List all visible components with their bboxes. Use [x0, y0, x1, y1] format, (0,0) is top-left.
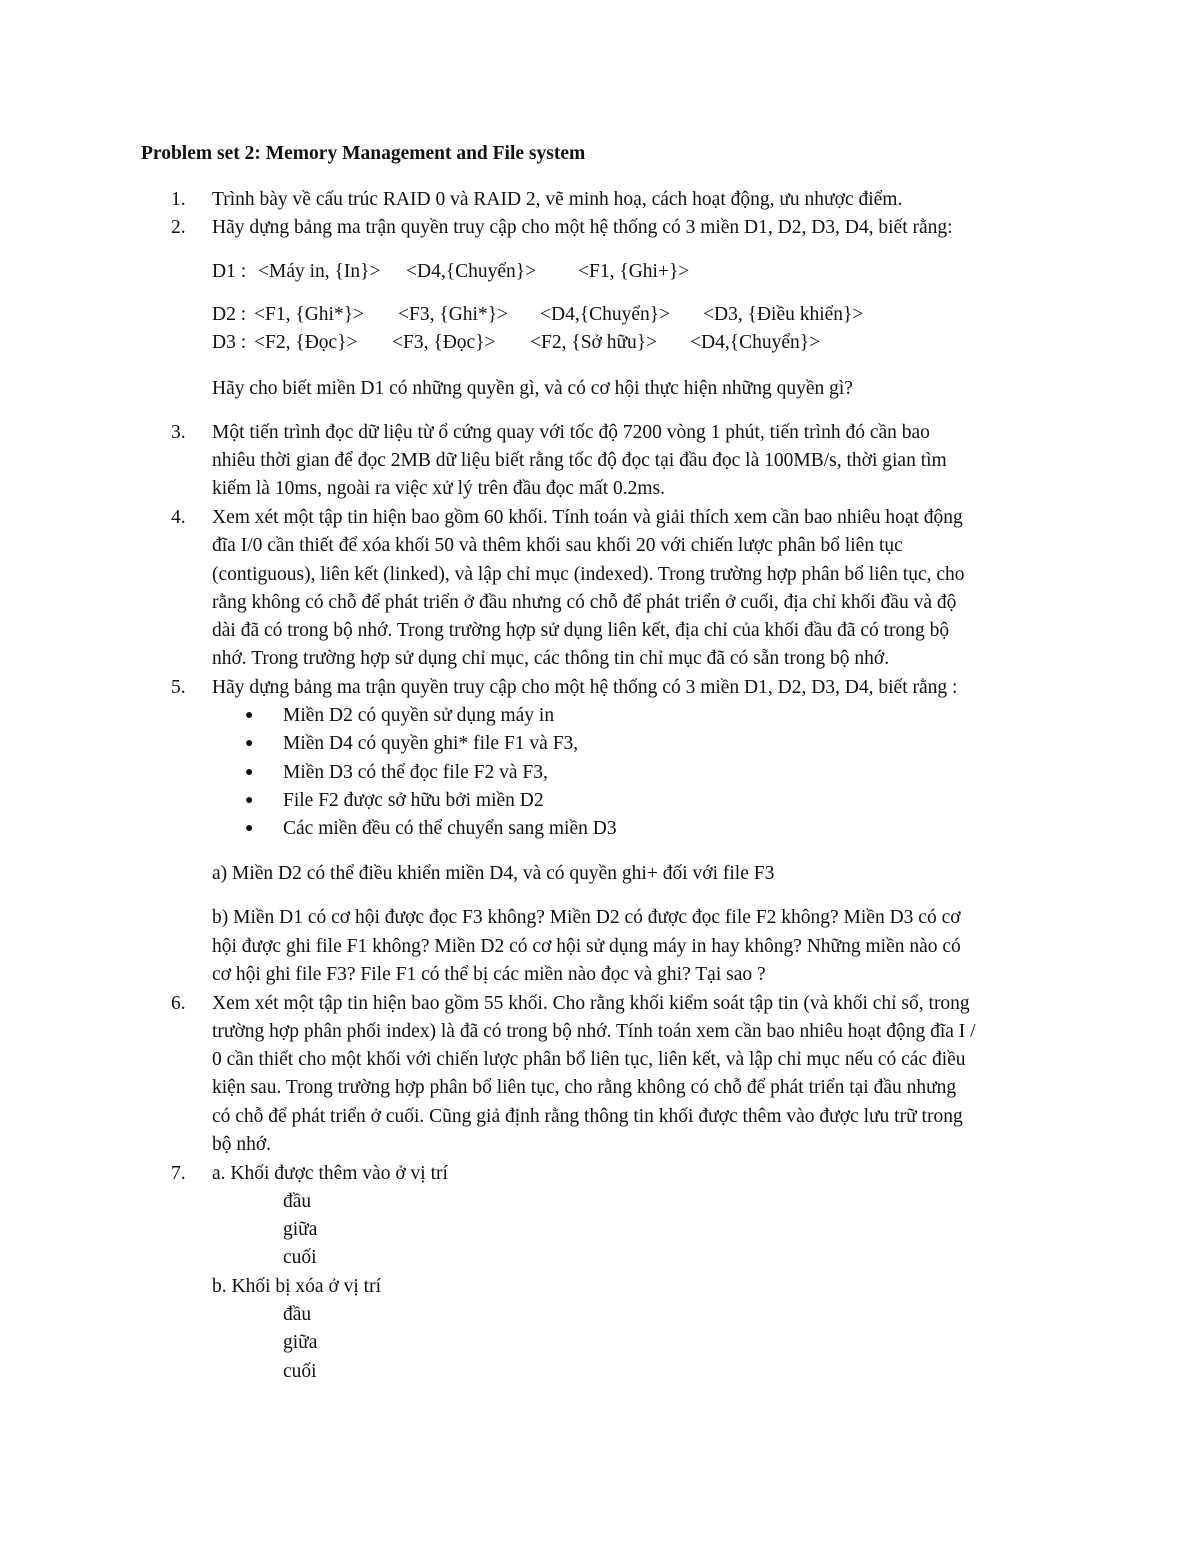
q5-part-a: a) Miền D2 có thể điều khiển miền D4, và có quyền ghi+ đối với file F3	[212, 863, 775, 884]
q7-a-item: giữa	[283, 1219, 318, 1240]
q7-number: 7.	[171, 1163, 186, 1184]
q2-d3-cap: <F2, {Sở hữu}>	[530, 332, 658, 353]
bullet-icon: ●	[245, 793, 254, 808]
bullet-icon: ●	[245, 708, 254, 723]
q2-d2-cap: <F1, {Ghi*}>	[254, 304, 365, 325]
q2-d1-label: D1 :	[212, 261, 247, 282]
q5-bullet-item: Miền D4 có quyền ghi* file F1 và F3,	[283, 733, 579, 754]
q5-part-b-line: cơ hội ghi file F3? File F1 có thể bị các miền nào đọc và ghi? Tại sao ?	[212, 964, 766, 985]
q4-line: nhớ. Trong trường hợp sử dụng chỉ mục, các thông tin chỉ mục đã có sẵn trong bộ nhớ.	[212, 648, 890, 669]
bullet-icon: ●	[245, 736, 254, 751]
q4-number: 4.	[171, 507, 186, 528]
q2-d1-cap: <Máy in, {In}>	[258, 261, 381, 282]
q2-question: Hãy cho biết miền D1 có những quyền gì, và có cơ hội thực hiện những quyền gì?	[212, 378, 853, 399]
q2-d3-cap: <F2, {Đọc}>	[254, 332, 358, 353]
q4-line: rằng không có chỗ để phát triển ở đầu nhưng có chỗ để phát triển ở cuối, địa chỉ khối đầu và độ	[212, 592, 957, 613]
q6-line: Xem xét một tập tin hiện bao gồm 55 khối. Cho rằng khối kiểm soát tập tin (và khối chỉ số, trong	[212, 993, 970, 1014]
q4-line: đĩa I/0 cần thiết để xóa khối 50 và thêm khối sau khối 20 với chiến lược phân bổ liên tục	[212, 535, 903, 556]
q2-number: 2.	[171, 217, 186, 238]
q7-a-label: a. Khối được thêm vào ở vị trí	[212, 1163, 448, 1184]
q1-line: Trình bày về cấu trúc RAID 0 và RAID 2, vẽ minh hoạ, cách hoạt động, ưu nhược điểm.	[212, 189, 903, 210]
q3-line: Một tiến trình đọc dữ liệu từ ổ cứng quay với tốc độ 7200 vòng 1 phút, tiến trình đó cần bao	[212, 422, 930, 443]
q2-d2-cap: <D4,{Chuyển}>	[540, 304, 671, 325]
q2-d1-cap: <F1, {Ghi+}>	[578, 261, 690, 282]
q2-d3-cap: <F3, {Đọc}>	[392, 332, 496, 353]
q6-line: có chỗ để phát triển ở cuối. Cũng giả định rằng thông tin khối được thêm vào được lưu trữ trong	[212, 1106, 963, 1127]
q7-b-label: b. Khối bị xóa ở vị trí	[212, 1276, 382, 1297]
q5-bullet-item: Miền D2 có quyền sử dụng máy in	[283, 705, 555, 726]
q2-d3-cap: <D4,{Chuyển}>	[690, 332, 821, 353]
q5-bullet-item: Miền D3 có thể đọc file F2 và F3,	[283, 762, 548, 783]
q5-bullet-item: File F2 được sở hữu bởi miền D2	[283, 790, 544, 811]
q6-number: 6.	[171, 993, 186, 1014]
q6-line: 0 cần thiết cho một khối với chiến lược phân bổ liên tục, liên kết, và lập chỉ mục nếu có các điều	[212, 1049, 966, 1070]
q5-number: 5.	[171, 677, 186, 698]
bullet-icon: ●	[245, 821, 254, 836]
q3-line: nhiêu thời gian để đọc 2MB dữ liệu biết rằng tốc độ đọc tại đầu đọc là 100MB/s, thời gian tìm	[212, 450, 947, 471]
q6-line: kiện sau. Trong trường hợp phân bổ liên tục, cho rằng không có chỗ để phát triển tại đầu nhưng	[212, 1077, 957, 1098]
q2-d1-cap: <D4,{Chuyển}>	[406, 261, 537, 282]
q4-line: dài đã có trong bộ nhớ. Trong trường hợp sử dụng liên kết, địa chỉ của khối đầu đã có trong bộ	[212, 620, 950, 641]
q5-line: Hãy dựng bảng ma trận quyền truy cập cho một hệ thống có 3 miền D1, D2, D3, D4, biết rằng :	[212, 677, 958, 698]
page-title: Problem set 2: Memory Management and File system	[141, 143, 586, 164]
q4-line: (contiguous), liên kết (linked), và lập chỉ mục (indexed). Trong trường hợp phân bổ liên tục, cho	[212, 564, 965, 585]
q2-line: Hãy dựng bảng ma trận quyền truy cập cho một hệ thống có 3 miền D1, D2, D3, D4, biết rằng:	[212, 217, 953, 238]
q5-part-b-line: b) Miền D1 có cơ hội được đọc F3 không? Miền D2 có được đọc file F2 không? Miền D3 có cơ	[212, 907, 961, 928]
q2-d2-label: D2 :	[212, 304, 247, 325]
q7-b-item: cuối	[283, 1361, 317, 1382]
q7-a-item: cuối	[283, 1247, 317, 1268]
q3-line: kiếm là 10ms, ngoài ra việc xử lý trên đầu đọc mất 0.2ms.	[212, 478, 666, 499]
q4-line: Xem xét một tập tin hiện bao gồm 60 khối. Tính toán và giải thích xem cần bao nhiêu hoạt động	[212, 507, 963, 528]
q7-b-item: đầu	[283, 1304, 312, 1325]
q5-bullet-item: Các miền đều có thể chuyển sang miền D3	[283, 818, 617, 839]
q2-d3-label: D3 :	[212, 332, 247, 353]
q6-line: trường hợp phân phối index) là đã có trong bộ nhớ. Tính toán xem cần bao nhiêu hoạt động đĩa I /	[212, 1021, 976, 1042]
q3-number: 3.	[171, 422, 186, 443]
q6-line: bộ nhớ.	[212, 1134, 272, 1155]
q2-d2-cap: <D3, {Điều khiển}>	[703, 304, 864, 325]
bullet-icon: ●	[245, 765, 254, 780]
q5-part-b-line: hội được ghi file F1 không? Miền D2 có cơ hội sử dụng máy in hay không? Những miền nào có	[212, 936, 961, 957]
q2-d2-cap: <F3, {Ghi*}>	[398, 304, 509, 325]
q7-a-item: đầu	[283, 1191, 312, 1212]
q7-b-item: giữa	[283, 1332, 318, 1353]
q1-number: 1.	[171, 189, 186, 210]
